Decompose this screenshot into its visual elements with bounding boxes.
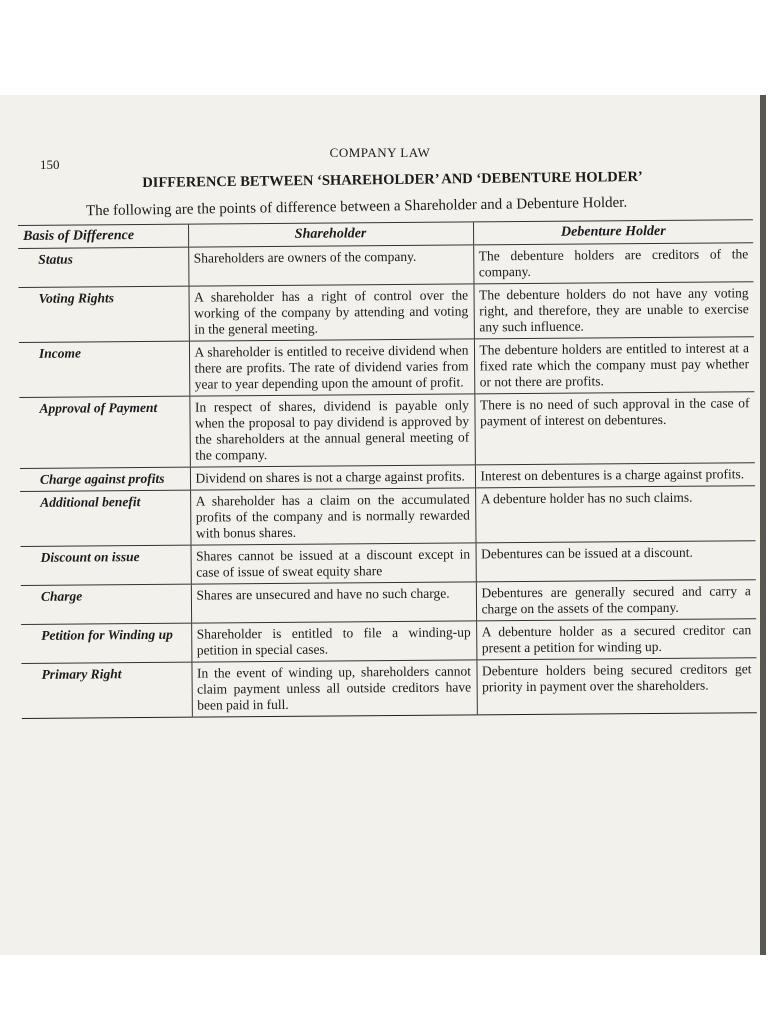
- difference-table: [18, 219, 757, 719]
- section-title: DIFFERENCE BETWEEN ‘SHAREHOLDER’ AND ‘DEBENTURE HOLDER’: [142, 168, 643, 192]
- shareholder-cell: A shareholder has a claim on the accumulated profits of the company and is normally rewarded with bonus shares.: [190, 488, 475, 545]
- table-row: [19, 337, 754, 398]
- basis-cell: Petition for Winding up: [21, 623, 191, 663]
- basis-cell: Discount on issue: [21, 545, 191, 585]
- intro-text: The following are the points of difference between a Shareholder and a Debenture Holder.: [85, 194, 628, 220]
- header-shareholder: Shareholder: [188, 222, 473, 247]
- debenture-cell: Interest on debentures is a charge against profits.: [475, 463, 755, 488]
- basis-cell: Income: [19, 341, 189, 397]
- shareholder-cell: Shares are unsecured and have no such charge.: [191, 582, 476, 623]
- header-debenture-holder: Debenture Holder: [473, 220, 753, 245]
- shareholder-cell: A shareholder has a right of control over the working of the company by attending and voting in the general meeting.: [188, 284, 473, 341]
- debenture-cell: A debenture holder has no such claims.: [475, 486, 755, 543]
- book-page: [0, 95, 766, 955]
- table-row: [19, 392, 755, 469]
- shareholder-cell: Shareholder is entitled to file a winding-up petition in special cases.: [191, 621, 476, 662]
- shareholder-cell: In respect of shares, dividend is payable only when the proposal to pay dividend is approved by the shareholders at the annual general meeting of the company.: [189, 394, 475, 467]
- debenture-cell: Debenture holders being secured creditors get priority in payment over the shareholders.: [476, 658, 756, 715]
- shareholder-cell: Dividend on shares is not a charge against profits.: [190, 465, 475, 490]
- basis-cell: Approval of Payment: [19, 396, 190, 468]
- debenture-cell: There is no need of such approval in the case of payment of interest on debentures.: [474, 392, 755, 465]
- basis-cell: Additional benefit: [20, 490, 190, 546]
- debenture-cell: The debenture holders are creditors of the company.: [473, 243, 753, 284]
- basis-cell: Charge: [21, 584, 191, 624]
- basis-cell: Primary Right: [21, 662, 191, 718]
- table-row: [18, 282, 753, 343]
- debenture-cell: Debentures are generally secured and carry a charge on the assets of the company.: [476, 580, 756, 621]
- table-row: [21, 541, 756, 586]
- basis-cell: Charge against profits: [20, 467, 190, 491]
- debenture-cell: A debenture holder as a secured creditor can present a petition for winding up.: [476, 619, 756, 660]
- table-row: [20, 486, 755, 547]
- debenture-cell: The debenture holders do not have any voting right, and therefore, they are unable to exercise any such influence.: [473, 282, 753, 339]
- basis-cell: Status: [18, 247, 188, 287]
- basis-cell: Voting Rights: [18, 286, 188, 342]
- page-number: 150: [40, 157, 60, 172]
- running-head: COMPANY LAW: [329, 145, 431, 160]
- shareholder-cell: Shares cannot be issued at a discount except in case of issue of sweat equity share: [191, 543, 476, 584]
- table-row: [21, 619, 756, 664]
- header-basis: Basis of Difference: [18, 224, 188, 248]
- debenture-cell: Debentures can be issued at a discount.: [476, 541, 756, 582]
- table-row: [18, 243, 753, 288]
- table-row: [21, 580, 756, 625]
- debenture-cell: The debenture holders are entitled to interest at a fixed rate which the company must pay whether or not there are profits.: [474, 337, 754, 394]
- table-row: [21, 658, 756, 719]
- shareholder-cell: In the event of winding up, shareholders cannot claim payment unless all outside creditors have been paid in full.: [191, 660, 476, 717]
- shareholder-cell: A shareholder is entitled to receive dividend when there are profits. The rate of dividend varies from year to year depending upon the amount of profit.: [189, 339, 474, 396]
- shareholder-cell: Shareholders are owners of the company.: [188, 245, 473, 286]
